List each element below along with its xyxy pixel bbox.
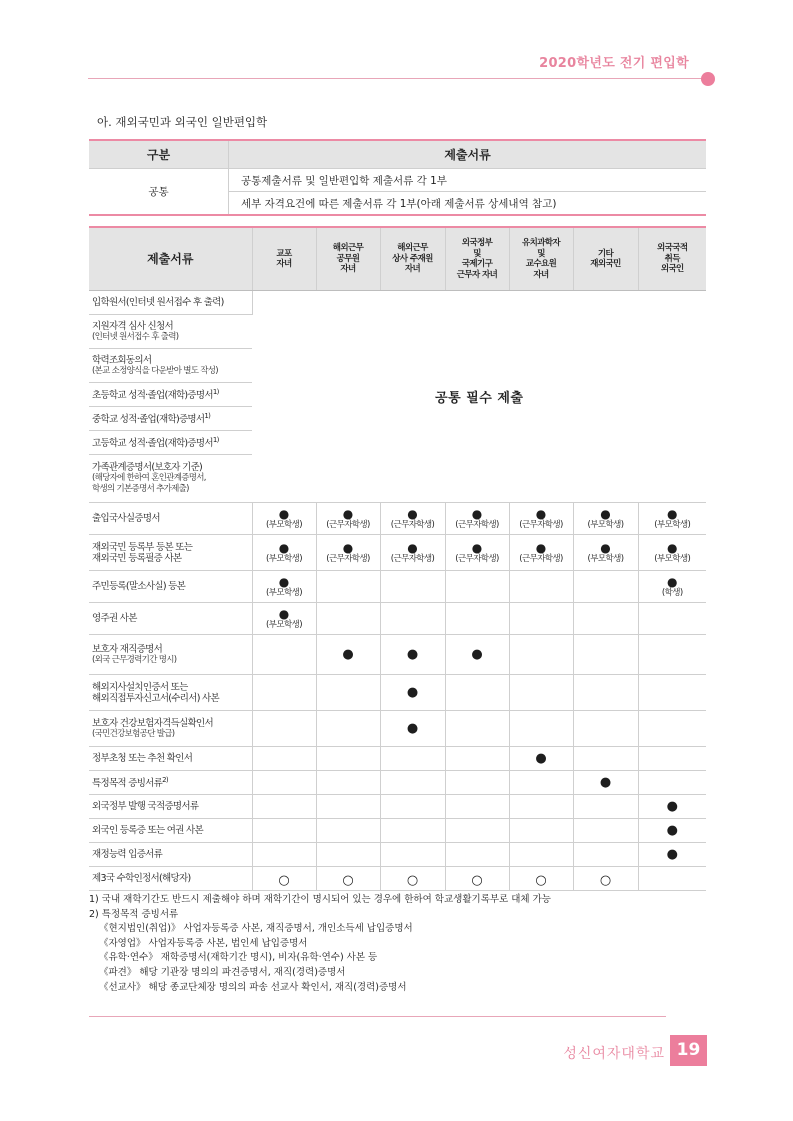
footnotes	[89, 893, 551, 995]
requirement-note: (부모학생)	[587, 553, 624, 564]
document-name-cell	[89, 795, 252, 819]
requirement-note: (부모학생)	[266, 553, 302, 564]
table-row	[89, 291, 706, 315]
required-mark: ●	[407, 506, 418, 521]
document-name-main: 영주권 사본	[92, 613, 137, 624]
requirement-cell	[638, 819, 706, 843]
document-name-sub: (인터넷 원서접수 후 출력)	[92, 331, 179, 342]
document-name-sub: (해당자에 한하여 혼인관계증명서,	[92, 473, 206, 483]
requirement-cell	[573, 603, 638, 635]
header-label-line: 자녀	[340, 264, 356, 275]
document-name-sub2: 학생의 기본증명서 추가제출)	[92, 484, 189, 494]
table-row	[89, 771, 706, 795]
requirement-cell	[445, 535, 509, 571]
optional-mark: ○	[342, 873, 354, 888]
required-mark: ●	[342, 506, 354, 521]
header-label-line: 근무자 자녀	[456, 269, 498, 280]
requirement-cell	[509, 603, 573, 635]
document-name-cell	[89, 711, 252, 747]
footnote-2: 2) 특정목적 증빙서류	[89, 908, 179, 920]
requirement-cell	[380, 771, 445, 795]
requirement-cell	[445, 571, 509, 603]
table-row	[89, 711, 706, 747]
document-name-cell	[89, 603, 252, 635]
requirement-cell	[638, 675, 706, 711]
footnote-item: 《파견》 해당 기관장 명의의 파견증명서, 재직(경력)증명서	[99, 966, 346, 978]
header-label-line: 및	[537, 248, 545, 259]
document-name-main: 재정능력 입증서류	[92, 849, 163, 860]
requirement-cell	[316, 747, 380, 771]
requirement-note: (부모학생)	[654, 519, 691, 530]
document-name-main: 초등학교 성적·졸업(재학)증명서	[92, 390, 213, 402]
requirement-cell	[252, 711, 316, 747]
document-name-main: 주민등록(말소사실) 등본	[92, 581, 186, 592]
footnote-marker: 2)	[162, 776, 168, 785]
summary-category-cell: 공통	[89, 169, 229, 216]
requirement-cell	[445, 603, 509, 635]
required-mark: ●	[278, 574, 290, 589]
header-label-line: 상사 주재원	[392, 253, 433, 264]
requirement-cell	[252, 535, 316, 571]
required-mark: ●	[278, 606, 290, 621]
document-name-cell	[89, 383, 252, 407]
document-name-cell	[89, 819, 252, 843]
requirement-cell	[445, 819, 509, 843]
requirement-cell	[380, 603, 445, 635]
requirement-note: (부모학생)	[654, 553, 691, 564]
requirement-note: (근무자학생)	[390, 553, 435, 564]
header-label-line: 해외근무	[397, 243, 428, 254]
requirement-cell	[509, 771, 573, 795]
document-name-main: 제3국 수학인정서(해당자)	[92, 873, 191, 884]
requirement-cell	[573, 711, 638, 747]
requirement-note: (근무자학생)	[326, 519, 370, 530]
requirement-cell	[509, 843, 573, 867]
document-name-main: 가족관계증명서(보호자 기준)	[92, 462, 203, 473]
table-row	[89, 843, 706, 867]
table-row	[89, 503, 706, 535]
requirement-cell	[573, 535, 638, 571]
requirement-cell	[509, 635, 573, 675]
required-mark: ●	[599, 774, 612, 790]
required-mark: ●	[667, 506, 678, 521]
requirement-cell	[445, 747, 509, 771]
table-row	[89, 571, 706, 603]
document-name-main: 보호자 건강보험자격득실확인서	[92, 717, 213, 729]
header-label-line: 국제기구	[461, 259, 493, 269]
document-name-cell	[89, 635, 252, 675]
footnote-item: 《현지법인(취업)》 사업자등록증 사본, 재직증명서, 개인소득세 납입증명서	[99, 923, 413, 935]
document-name-sub: (본교 소정양식을 다운받아 별도 작성)	[92, 365, 218, 376]
header-dot-ornament	[701, 72, 715, 86]
requirement-cell	[380, 635, 445, 675]
requirement-cell	[573, 635, 638, 675]
requirement-cell	[252, 571, 316, 603]
summary-header-category: 구분	[89, 140, 229, 169]
required-mark: ●	[666, 846, 678, 862]
requirement-note: (부모학생)	[266, 619, 302, 630]
document-name-cell	[89, 535, 252, 571]
summary-line: 공통제출서류 및 일반편입학 제출서류 각 1부	[229, 169, 707, 192]
requirement-note: (부모학생)	[587, 519, 624, 530]
requirement-cell	[380, 747, 445, 771]
requirement-cell	[573, 675, 638, 711]
requirement-note: (근무자학생)	[326, 553, 370, 564]
requirement-cell	[252, 675, 316, 711]
header-label-line: 외국정부	[461, 238, 493, 248]
requirement-note: (부모학생)	[266, 587, 302, 598]
requirement-cell	[638, 635, 706, 675]
requirement-cell	[509, 675, 573, 711]
header-applicant-type	[445, 227, 509, 291]
document-name-cell	[89, 843, 252, 867]
header-applicant-type	[316, 227, 380, 291]
requirement-cell	[638, 603, 706, 635]
optional-mark: ○	[471, 873, 483, 888]
requirement-cell	[316, 867, 380, 891]
requirement-cell	[316, 795, 380, 819]
header-label-line: 외국국적	[657, 243, 688, 254]
requirement-cell	[316, 675, 380, 711]
requirement-cell	[573, 503, 638, 535]
running-header-title: 2020학년도 전기 편입학	[539, 56, 689, 71]
requirement-cell	[252, 603, 316, 635]
requirement-cell	[316, 635, 380, 675]
required-mark: ●	[406, 720, 419, 736]
required-mark: ●	[667, 574, 678, 589]
requirement-cell	[638, 795, 706, 819]
document-name-cell	[89, 571, 252, 603]
document-name-main: 외국인 등록증 또는 여권 사본	[92, 825, 204, 836]
requirement-cell	[445, 711, 509, 747]
requirement-cell	[252, 819, 316, 843]
header-label-line: 및	[473, 248, 481, 259]
footnote-marker: 1)	[212, 388, 219, 397]
requirement-cell	[380, 795, 445, 819]
document-name-cell	[89, 675, 252, 711]
requirement-cell	[252, 503, 316, 535]
footer-divider	[89, 1016, 666, 1017]
requirement-cell	[509, 819, 573, 843]
document-name-main: 특정목적 증빙서류	[92, 778, 163, 790]
required-mark: ●	[600, 506, 611, 521]
required-mark: ●	[342, 540, 354, 555]
requirement-cell	[252, 747, 316, 771]
requirement-cell	[509, 795, 573, 819]
footer-school-name: 성신여자대학교	[563, 1046, 665, 1062]
requirement-cell	[380, 843, 445, 867]
header-label-line: 자녀	[533, 269, 549, 280]
requirement-cell	[380, 867, 445, 891]
requirement-cell	[638, 711, 706, 747]
requirement-note: (근무자학생)	[519, 519, 563, 530]
header-documents: 제출서류	[89, 227, 252, 291]
document-name-cell	[89, 503, 252, 535]
requirement-note: (근무자학생)	[519, 553, 563, 564]
requirement-cell	[445, 635, 509, 675]
requirement-cell	[380, 535, 445, 571]
table-row	[89, 795, 706, 819]
header-applicant-type	[638, 227, 706, 291]
requirement-cell	[380, 819, 445, 843]
requirement-cell	[252, 635, 316, 675]
document-name-cell	[89, 315, 252, 349]
required-mark: ●	[666, 798, 678, 814]
requirement-note: (근무자학생)	[390, 519, 435, 530]
header-label-line: 자녀	[276, 259, 292, 269]
required-mark: ●	[667, 540, 678, 555]
required-mark: ●	[535, 540, 547, 555]
requirement-cell	[573, 771, 638, 795]
requirement-cell	[509, 711, 573, 747]
table-row	[89, 819, 706, 843]
table-row	[89, 603, 706, 635]
document-name-main: 중학교 성적·졸업(재학)증명서	[92, 414, 205, 426]
requirement-cell	[252, 795, 316, 819]
requirement-cell	[380, 675, 445, 711]
optional-mark: ○	[535, 873, 547, 888]
required-mark: ●	[342, 646, 354, 662]
requirement-cell	[316, 603, 380, 635]
header-applicant-type	[573, 227, 638, 291]
document-name-main2: 재외국민 등록필증 사본	[92, 552, 182, 564]
requirement-cell	[509, 867, 573, 891]
common-required-label: 공통 필수 제출	[435, 391, 524, 406]
requirement-cell	[509, 535, 573, 571]
document-name-cell	[89, 431, 252, 455]
footnote-1: 1) 국내 재학기간도 반드시 제출해야 하며 재학기간이 명시되어 있는 경우에 한하여 학교생활기록부로 대체 가능	[89, 894, 551, 905]
footnote-marker: 1)	[212, 436, 219, 445]
requirement-note: (근무자학생)	[455, 553, 499, 564]
requirement-cell	[316, 819, 380, 843]
requirement-note: (학생)	[661, 587, 683, 598]
requirement-cell	[316, 771, 380, 795]
requirement-cell	[638, 571, 706, 603]
required-mark: ●	[278, 540, 290, 555]
requirement-cell	[509, 747, 573, 771]
header-label-line: 재외국민	[590, 259, 621, 269]
common-required-cell	[252, 291, 706, 503]
requirement-cell	[509, 571, 573, 603]
requirement-cell	[380, 571, 445, 603]
required-mark: ●	[666, 822, 678, 838]
requirement-cell	[445, 843, 509, 867]
requirement-cell	[380, 503, 445, 535]
requirement-cell	[638, 535, 706, 571]
document-name-cell	[89, 455, 252, 503]
optional-mark: ○	[599, 873, 612, 888]
requirement-cell	[573, 795, 638, 819]
summary-table	[89, 139, 706, 216]
section-title: 아. 재외국민과 외국인 일반편입학	[97, 115, 268, 129]
requirement-cell	[445, 503, 509, 535]
header-label-line: 기타	[597, 248, 614, 259]
header-label-line: 공무원	[336, 253, 360, 264]
requirement-cell	[316, 535, 380, 571]
requirement-cell	[573, 747, 638, 771]
requirement-cell	[316, 503, 380, 535]
document-name-main: 지원자격 심사 신청서	[92, 320, 173, 332]
document-name-main: 학력조회동의서	[92, 354, 152, 366]
requirement-cell	[638, 503, 706, 535]
requirement-cell	[638, 771, 706, 795]
requirement-cell	[445, 867, 509, 891]
requirement-cell	[638, 867, 706, 891]
document-name-cell	[89, 867, 252, 891]
header-label-line: 자녀	[404, 264, 421, 275]
summary-line: 세부 자격요건에 따른 제출서류 각 1부(아래 제출서류 상세내역 참고)	[241, 197, 557, 210]
optional-mark: ○	[278, 873, 290, 888]
required-mark: ●	[278, 506, 290, 521]
requirement-cell	[445, 675, 509, 711]
document-name-main: 외국정부 발행 국적증명서류	[92, 801, 199, 812]
footnote-item: 《자영업》 사업자등록증 사본, 법인세 납입증명서	[99, 937, 308, 949]
header-label-line: 유치과학자	[521, 238, 561, 248]
requirement-note: (부모학생)	[266, 519, 302, 530]
requirement-cell	[316, 843, 380, 867]
requirement-cell	[573, 843, 638, 867]
requirement-note: (근무자학생)	[455, 519, 499, 530]
header-divider	[88, 78, 705, 79]
document-name-main: 보호자 재직증명서	[92, 643, 163, 655]
document-name-main: 입학원서(인터넷 원서접수 후 출력)	[92, 297, 224, 308]
requirement-cell	[316, 711, 380, 747]
required-mark: ●	[600, 540, 611, 555]
header-label-line: 외국인	[660, 264, 684, 275]
page-number: 19	[670, 1035, 707, 1066]
table-row	[89, 535, 706, 571]
requirement-cell	[445, 795, 509, 819]
required-mark: ●	[471, 506, 483, 521]
document-name-cell	[89, 771, 252, 795]
summary-header-docs: 제출서류	[229, 140, 707, 169]
requirement-cell	[252, 843, 316, 867]
document-name-main: 해외지사설치인증서 또는	[92, 681, 188, 693]
table-row	[89, 747, 706, 771]
header-applicant-type	[509, 227, 573, 291]
header-label-line: 취득	[664, 253, 680, 264]
document-name-sub: (외국 근무경력기간 명시)	[92, 654, 177, 665]
requirement-cell	[445, 771, 509, 795]
required-mark: ●	[471, 646, 483, 662]
required-mark: ●	[406, 684, 419, 700]
document-name-main: 정부초청 또는 추천 확인서	[92, 753, 193, 764]
optional-mark: ○	[406, 873, 419, 888]
document-name-cell	[89, 291, 252, 315]
document-name-main: 재외국민 등록부 등본 또는	[92, 541, 193, 553]
requirement-cell	[509, 503, 573, 535]
requirement-cell	[252, 867, 316, 891]
requirement-cell	[252, 771, 316, 795]
table-row	[89, 675, 706, 711]
document-name-main2: 해외직접투자신고서(수리서) 사본	[92, 692, 220, 704]
footnote-item: 《유학·연수》 재학증명서(재학기간 명시), 비자(유학·연수) 사본 등	[99, 952, 378, 964]
requirement-cell	[573, 819, 638, 843]
document-name-sub: (국민건강보험공단 발급)	[92, 728, 175, 739]
document-name-cell	[89, 407, 252, 431]
required-mark: ●	[406, 646, 419, 662]
required-mark: ●	[471, 540, 483, 555]
table-row	[89, 867, 706, 891]
header-label-line: 교포	[276, 248, 292, 259]
requirement-cell	[380, 711, 445, 747]
document-name-main: 고등학교 성적·졸업(재학)증명서	[92, 438, 213, 450]
required-mark: ●	[535, 506, 547, 521]
table-row	[89, 635, 706, 675]
header-applicant-type	[252, 227, 316, 291]
header-label-line: 교수요원	[525, 259, 557, 269]
required-mark: ●	[407, 540, 418, 555]
document-name-cell	[89, 349, 252, 383]
document-name-main: 출입국사실증명서	[92, 513, 160, 524]
footnote-item: 《선교사》 해당 종교단체장 명의의 파송 선교사 확인서, 재직(경력)증명서	[99, 981, 407, 993]
requirement-cell	[573, 571, 638, 603]
required-mark: ●	[535, 750, 547, 766]
documents-table	[89, 226, 706, 891]
requirement-cell	[573, 867, 638, 891]
footnote-marker: 1)	[204, 412, 211, 421]
requirement-cell	[638, 747, 706, 771]
requirement-cell	[316, 571, 380, 603]
header-label-line: 해외근무	[332, 243, 364, 254]
requirement-cell	[638, 843, 706, 867]
header-applicant-type	[380, 227, 445, 291]
document-name-cell	[89, 747, 252, 771]
